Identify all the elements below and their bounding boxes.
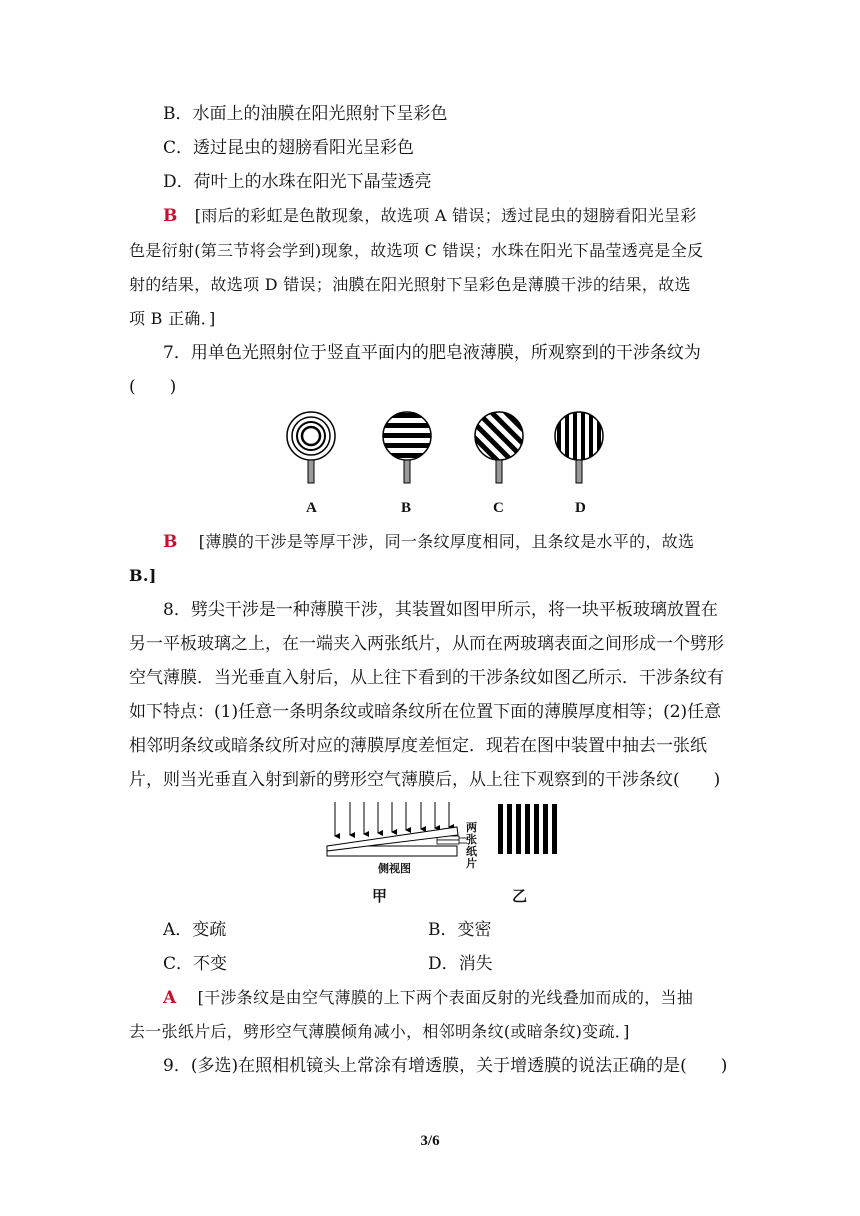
q7-explanation-1: [薄膜的干涉是等厚干涉，同一条纹厚度相同，且条纹是水平的，故选 xyxy=(198,532,695,551)
q8-stem-1: 8．劈尖干涉是一种薄膜干涉，其装置如图甲所示，将一块平板玻璃放置在 xyxy=(163,600,718,620)
q8-explanation-1: [干涉条纹是由空气薄膜的上下两个表面反射的光线叠加而成的，当抽 xyxy=(197,988,694,1007)
q8-stem-6: 片，则当光垂直入射到新的劈形空气薄膜后，从上往下观察到的干涉条纹( ) xyxy=(129,770,721,790)
q7-label-d: D xyxy=(575,500,586,516)
q6-option-b: B．水面上的油膜在阳光照射下呈彩色 xyxy=(163,104,448,124)
q7-explanation-2: B.] xyxy=(129,566,157,585)
q8-stem-3: 空气薄膜．当光垂直入射后，从上往下看到的干涉条纹如图乙所示．干涉条纹有 xyxy=(129,668,724,688)
q8-option-d: D．消失 xyxy=(428,954,493,974)
q8-label-yi: 乙 xyxy=(512,889,528,905)
q8-stem-4: 如下特点：(1)任意一条明条纹或暗条纹所在位置下面的薄膜厚度相等；(2)任意 xyxy=(129,702,722,722)
q6-answer-line-1 xyxy=(163,204,697,228)
q8-option-c: C．不变 xyxy=(163,954,228,974)
q7-label-b: B xyxy=(401,500,412,516)
q7-stem-1: 7．用单色光照射位于竖直平面内的肥皂液薄膜，所观察到的干涉条纹为 xyxy=(163,343,701,363)
q7-option-b-figure xyxy=(380,412,436,483)
q8-answer-letter: A xyxy=(163,988,177,1008)
q8-option-a: A．变疏 xyxy=(163,920,227,940)
q7-option-a-figure xyxy=(287,412,335,483)
q7-answer-letter: B xyxy=(163,532,178,552)
q8-stem-2: 另一平板玻璃之上，在一端夹入两张纸片，从而在两玻璃表面之间形成一个劈形 xyxy=(129,634,724,654)
q7-answer-line-1 xyxy=(163,530,694,554)
q8-label-jia: 甲 xyxy=(372,889,388,905)
q8-option-b: B．变密 xyxy=(428,920,492,940)
q7-option-c-figure xyxy=(460,400,541,483)
q8-figure-yi xyxy=(495,804,567,856)
q6-answer-letter: B xyxy=(163,206,178,226)
q6-option-c: C．透过昆虫的翅膀看阳光呈彩色 xyxy=(163,138,415,158)
q6-explanation-4: 项 B 正确．] xyxy=(129,309,216,328)
page-number: 3/6 xyxy=(420,1133,440,1149)
q8-answer-line-1 xyxy=(163,986,693,1010)
q6-option-d: D．荷叶上的水珠在阳光下晶莹透亮 xyxy=(163,172,432,192)
q7-label-a: A xyxy=(306,500,317,516)
q7-stem-2: ( ) xyxy=(129,377,177,397)
q9-stem: 9．(多选)在照相机镜头上常涂有增透膜，关于增透膜的说法正确的是( ) xyxy=(163,1056,728,1076)
q6-explanation-1: [雨后的彩虹是色散现象，故选项 A 错误；透过昆虫的翅膀看阳光呈彩 xyxy=(194,206,697,225)
q8-stem-5: 相邻明条纹或暗条纹所对应的薄膜厚度差恒定．现若在图中装置中抽去一张纸 xyxy=(129,736,707,756)
q7-option-d-figure xyxy=(552,410,608,483)
q7-label-c: C xyxy=(493,500,504,516)
q6-explanation-3: 射的结果，故选项 D 错误；油膜在阳光照射下呈彩色是薄膜干涉的结果，故选 xyxy=(129,275,691,294)
q6-explanation-2: 色是衍射(第三节将会学到)现象，故选项 C 错误；水珠在阳光下晶莹透亮是全反 xyxy=(129,241,704,260)
q7-figure xyxy=(280,400,620,495)
q8-paper-label: 两 张 纸 片 xyxy=(466,821,477,870)
q8-explanation-2: 去一张纸片后，劈形空气薄膜倾角减小，相邻明条纹(或暗条纹)变疏．] xyxy=(129,1022,630,1041)
q8-side-view-label: 侧视图 xyxy=(378,862,411,875)
